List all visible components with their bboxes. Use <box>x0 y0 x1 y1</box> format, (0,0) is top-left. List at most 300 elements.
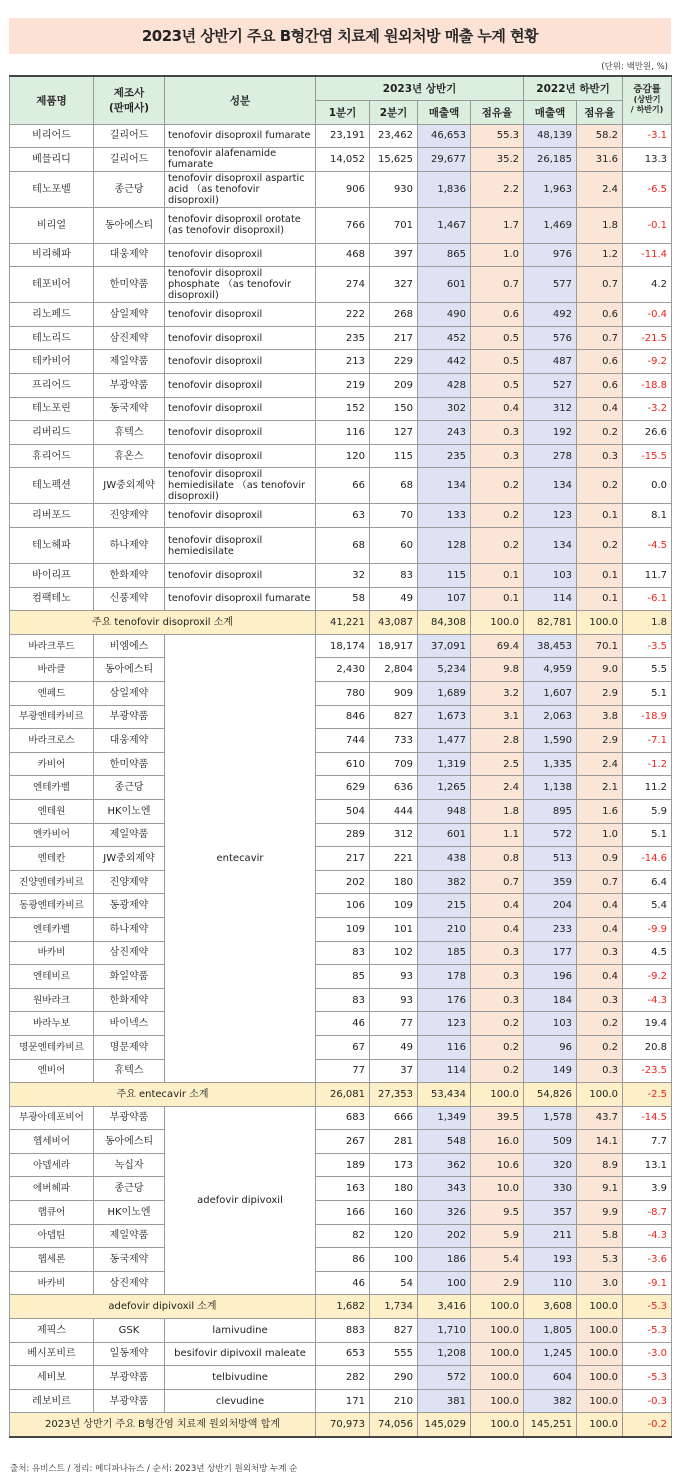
cell-share: 10.0 <box>471 1177 524 1201</box>
cell-maker: 제일약품 <box>94 1224 165 1248</box>
cell-change: -4.5 <box>623 528 672 564</box>
header-q2: 2분기 <box>370 100 418 124</box>
cell-product: 컴팩테노 <box>10 587 94 611</box>
table-row <box>10 504 672 528</box>
cell-sales2022: 382 <box>524 1389 577 1413</box>
cell-product: 부광아데포비어 <box>10 1106 94 1130</box>
cell-share2022: 0.3 <box>577 444 623 468</box>
cell-sales2022: 233 <box>524 917 577 941</box>
cell-q1: 77 <box>316 1059 370 1083</box>
cell-sales2022: 1,578 <box>524 1106 577 1130</box>
table-row <box>10 397 672 421</box>
cell-q2: 74,056 <box>370 1413 418 1437</box>
cell-share: 2.9 <box>471 1271 524 1295</box>
cell-sales2022: 204 <box>524 894 577 918</box>
cell-product: 헵세비어 <box>10 1130 94 1154</box>
cell-product: 프리어드 <box>10 374 94 398</box>
header-q1: 1분기 <box>316 100 370 124</box>
cell-change: -2.5 <box>623 1083 672 1107</box>
cell-sales2022: 509 <box>524 1130 577 1154</box>
cell-share2022: 9.0 <box>577 658 623 682</box>
cell-q1: 68 <box>316 528 370 564</box>
cell-share2022: 0.1 <box>577 504 623 528</box>
cell-ingredient: tenofovir disoproxil <box>165 397 316 421</box>
cell-product: 테노리드 <box>10 326 94 350</box>
cell-maker: 동광제약 <box>94 894 165 918</box>
cell-q2: 173 <box>370 1153 418 1177</box>
table-row <box>10 1059 672 1083</box>
cell-q2: 37 <box>370 1059 418 1083</box>
cell-share2022: 0.7 <box>577 326 623 350</box>
header-change: 증감률 (상반기 / 하반기) <box>623 76 672 124</box>
cell-maker: 삼진제약 <box>94 941 165 965</box>
table-row <box>10 705 672 729</box>
cell-change: -9.2 <box>623 350 672 374</box>
cell-change: 13.3 <box>623 148 672 172</box>
cell-q2: 180 <box>370 1177 418 1201</box>
cell-sales2022: 1,607 <box>524 682 577 706</box>
table-row <box>10 171 672 207</box>
cell-share2022: 0.3 <box>577 988 623 1012</box>
cell-sales: 178 <box>418 965 471 989</box>
cell-product: 바라클 <box>10 658 94 682</box>
cell-change: 5.1 <box>623 823 672 847</box>
cell-q2: 150 <box>370 397 418 421</box>
cell-product: 바라크루드 <box>10 634 94 658</box>
cell-q2: 127 <box>370 421 418 445</box>
cell-change: -21.5 <box>623 326 672 350</box>
cell-share2022: 0.9 <box>577 847 623 871</box>
cell-q1: 63 <box>316 504 370 528</box>
cell-sales2022: 1,335 <box>524 752 577 776</box>
table-row <box>10 303 672 327</box>
cell-ingredient: lamivudine <box>165 1319 316 1343</box>
cell-q2: 160 <box>370 1201 418 1225</box>
cell-q1: 82 <box>316 1224 370 1248</box>
cell-q1: 83 <box>316 988 370 1012</box>
cell-maker: 한화제약 <box>94 564 165 588</box>
cell-change: -9.1 <box>623 1271 672 1295</box>
cell-sales: 1,836 <box>418 171 471 207</box>
table-row <box>10 528 672 564</box>
cell-q2: 93 <box>370 988 418 1012</box>
cell-maker: 명문제약 <box>94 1035 165 1059</box>
table-row <box>10 1153 672 1177</box>
cell-maker: 종근당 <box>94 1177 165 1201</box>
table-row <box>10 1035 672 1059</box>
cell-q2: 281 <box>370 1130 418 1154</box>
cell-q1: 289 <box>316 823 370 847</box>
cell-q1: 116 <box>316 421 370 445</box>
cell-share: 100.0 <box>471 1295 524 1319</box>
cell-ingredient: tenofovir disoproxil fumarate <box>165 124 316 148</box>
cell-share: 0.7 <box>471 267 524 303</box>
table-row <box>10 799 672 823</box>
cell-q1: 1,682 <box>316 1295 370 1319</box>
cell-maker: 동아에스티 <box>94 658 165 682</box>
cell-q1: 67 <box>316 1035 370 1059</box>
cell-share2022: 2.4 <box>577 171 623 207</box>
table-row <box>10 988 672 1012</box>
cell-q2: 77 <box>370 1012 418 1036</box>
cell-q2: 83 <box>370 564 418 588</box>
cell-q2: 54 <box>370 1271 418 1295</box>
cell-q2: 397 <box>370 243 418 267</box>
cell-q2: 217 <box>370 326 418 350</box>
cell-sales2022: 134 <box>524 528 577 564</box>
header-share-2022: 점유율 <box>577 100 623 124</box>
cell-sales2022: 4,959 <box>524 658 577 682</box>
cell-sales: 1,349 <box>418 1106 471 1130</box>
cell-share: 0.5 <box>471 350 524 374</box>
cell-product: 휴리어드 <box>10 444 94 468</box>
cell-share: 0.2 <box>471 468 524 504</box>
cell-q1: 282 <box>316 1366 370 1390</box>
cell-maker: 종근당 <box>94 171 165 207</box>
cell-q2: 221 <box>370 847 418 871</box>
cell-product: 진양엔테카비르 <box>10 870 94 894</box>
cell-maker: 삼진제약 <box>94 1271 165 1295</box>
cell-q2: 2,804 <box>370 658 418 682</box>
cell-maker: 일동제약 <box>94 1342 165 1366</box>
cell-sales2022: 211 <box>524 1224 577 1248</box>
cell-sales: 548 <box>418 1130 471 1154</box>
cell-share: 5.4 <box>471 1248 524 1272</box>
page-title: 2023년 상반기 주요 B형간염 치료제 원외처방 매출 누계 현황 <box>9 18 671 54</box>
cell-maker: 제일약품 <box>94 823 165 847</box>
cell-sales: 452 <box>418 326 471 350</box>
cell-change: -7.1 <box>623 729 672 753</box>
table-row <box>10 1201 672 1225</box>
cell-sales2022: 192 <box>524 421 577 445</box>
table-row <box>10 1271 672 1295</box>
cell-change: 26.6 <box>623 421 672 445</box>
cell-q2: 827 <box>370 1319 418 1343</box>
cell-q1: 58 <box>316 587 370 611</box>
cell-q2: 70 <box>370 504 418 528</box>
cell-sales2022: 527 <box>524 374 577 398</box>
cell-maker: 한화제약 <box>94 988 165 1012</box>
cell-q1: 235 <box>316 326 370 350</box>
cell-product: 엔테카벨 <box>10 776 94 800</box>
cell-q1: 14,052 <box>316 148 370 172</box>
cell-ingredient: tenofovir disoproxil <box>165 421 316 445</box>
table-row <box>10 729 672 753</box>
header-share: 점유율 <box>471 100 524 124</box>
cell-ingredient: tenofovir disoproxil orotate (as tenofovir disoproxil) <box>165 207 316 243</box>
cell-q2: 15,625 <box>370 148 418 172</box>
cell-share2022: 3.8 <box>577 705 623 729</box>
cell-share2022: 0.2 <box>577 468 623 504</box>
cell-sales2022: 487 <box>524 350 577 374</box>
cell-share2022: 0.4 <box>577 917 623 941</box>
cell-product: 헵세론 <box>10 1248 94 1272</box>
cell-product: 엔테카벨 <box>10 917 94 941</box>
grand-total-row <box>10 1413 672 1437</box>
cell-product: 동광엔테카비르 <box>10 894 94 918</box>
cell-maker: 종근당 <box>94 776 165 800</box>
cell-q2: 701 <box>370 207 418 243</box>
table-row <box>10 1389 672 1413</box>
cell-share2022: 0.2 <box>577 1012 623 1036</box>
cell-share: 0.1 <box>471 587 524 611</box>
cell-share: 0.3 <box>471 421 524 445</box>
cell-q1: 2,430 <box>316 658 370 682</box>
cell-share2022: 0.2 <box>577 421 623 445</box>
cell-q1: 171 <box>316 1389 370 1413</box>
cell-product: 제픽스 <box>10 1319 94 1343</box>
cell-share: 39.5 <box>471 1106 524 1130</box>
header-product: 제품명 <box>10 76 94 124</box>
cell-change: -3.2 <box>623 397 672 421</box>
cell-q1: 120 <box>316 444 370 468</box>
cell-q1: 106 <box>316 894 370 918</box>
cell-ingredient: tenofovir disoproxil <box>165 326 316 350</box>
cell-share: 0.5 <box>471 326 524 350</box>
table-row <box>10 870 672 894</box>
cell-maker: 동국제약 <box>94 1248 165 1272</box>
cell-q2: 100 <box>370 1248 418 1272</box>
cell-product: 아뎁세라 <box>10 1153 94 1177</box>
cell-q2: 290 <box>370 1366 418 1390</box>
header-sales: 매출액 <box>418 100 471 124</box>
cell-share: 100.0 <box>471 1366 524 1390</box>
cell-sales: 1,689 <box>418 682 471 706</box>
cell-maker: 바이넥스 <box>94 1012 165 1036</box>
cell-product: 테포비어 <box>10 267 94 303</box>
cell-share: 3.1 <box>471 705 524 729</box>
cell-product: 비리어드 <box>10 124 94 148</box>
cell-change: 0.0 <box>623 468 672 504</box>
table-row <box>10 1106 672 1130</box>
cell-q1: 66 <box>316 468 370 504</box>
table-row <box>10 564 672 588</box>
cell-sales2022: 1,469 <box>524 207 577 243</box>
cell-q1: 610 <box>316 752 370 776</box>
table-row <box>10 823 672 847</box>
cell-q2: 666 <box>370 1106 418 1130</box>
header-sales-2022: 매출액 <box>524 100 577 124</box>
cell-sales: 29,677 <box>418 148 471 172</box>
cell-ingredient: telbivudine <box>165 1366 316 1390</box>
cell-sales2022: 38,453 <box>524 634 577 658</box>
cell-change: -18.9 <box>623 705 672 729</box>
cell-change: -4.3 <box>623 988 672 1012</box>
cell-product: 테노헤파 <box>10 528 94 564</box>
table-row <box>10 894 672 918</box>
cell-share2022: 43.7 <box>577 1106 623 1130</box>
cell-change: 5.1 <box>623 682 672 706</box>
cell-sales: 1,265 <box>418 776 471 800</box>
cell-q2: 1,734 <box>370 1295 418 1319</box>
cell-change: -3.5 <box>623 634 672 658</box>
cell-share2022: 0.6 <box>577 303 623 327</box>
cell-q2: 636 <box>370 776 418 800</box>
cell-product: 엔카비어 <box>10 823 94 847</box>
cell-q1: 906 <box>316 171 370 207</box>
cell-ingredient: tenofovir disoproxil <box>165 444 316 468</box>
cell-sales: 128 <box>418 528 471 564</box>
cell-share: 9.5 <box>471 1201 524 1225</box>
cell-sales2022: 54,826 <box>524 1083 577 1107</box>
cell-maker: 진양제약 <box>94 870 165 894</box>
cell-q1: 274 <box>316 267 370 303</box>
cell-maker: 길리어드 <box>94 124 165 148</box>
table-row <box>10 1224 672 1248</box>
cell-product: 아뎁틴 <box>10 1224 94 1248</box>
cell-share2022: 100.0 <box>577 1295 623 1319</box>
cell-maker: 한미약품 <box>94 752 165 776</box>
cell-share: 100.0 <box>471 1083 524 1107</box>
cell-share2022: 100.0 <box>577 1342 623 1366</box>
cell-sales: 601 <box>418 267 471 303</box>
cell-sales: 176 <box>418 988 471 1012</box>
cell-q2: 49 <box>370 1035 418 1059</box>
cell-product: 부광엔테카비르 <box>10 705 94 729</box>
cell-ingredient: tenofovir disoproxil <box>165 374 316 398</box>
cell-maker: 하나제약 <box>94 917 165 941</box>
cell-q1: 219 <box>316 374 370 398</box>
cell-share2022: 0.6 <box>577 350 623 374</box>
table-row <box>10 124 672 148</box>
cell-sales2022: 895 <box>524 799 577 823</box>
cell-change: 4.5 <box>623 941 672 965</box>
cell-share: 100.0 <box>471 1319 524 1343</box>
cell-q1: 83 <box>316 941 370 965</box>
cell-share: 1.8 <box>471 799 524 823</box>
cell-sales: 428 <box>418 374 471 398</box>
cell-sales: 438 <box>418 847 471 871</box>
cell-change: -6.1 <box>623 587 672 611</box>
table-row <box>10 587 672 611</box>
cell-change: -3.6 <box>623 1248 672 1272</box>
cell-maker: 부광약품 <box>94 374 165 398</box>
cell-share: 0.3 <box>471 444 524 468</box>
cell-q2: 229 <box>370 350 418 374</box>
cell-sales: 116 <box>418 1035 471 1059</box>
cell-maker: 동아에스티 <box>94 1130 165 1154</box>
header-2022h2: 2022년 하반기 <box>524 76 623 100</box>
cell-sales: 3,416 <box>418 1295 471 1319</box>
subtotal-row <box>10 611 672 635</box>
cell-sales2022: 572 <box>524 823 577 847</box>
table-row <box>10 1366 672 1390</box>
cell-change: 7.7 <box>623 1130 672 1154</box>
cell-q1: 70,973 <box>316 1413 370 1437</box>
cell-sales: 326 <box>418 1201 471 1225</box>
cell-change: -6.5 <box>623 171 672 207</box>
cell-sales2022: 48,139 <box>524 124 577 148</box>
cell-change: 1.8 <box>623 611 672 635</box>
subtotal-label: 주요 tenofovir disoproxil 소계 <box>10 611 316 635</box>
cell-change: -3.0 <box>623 1342 672 1366</box>
cell-share2022: 100.0 <box>577 1389 623 1413</box>
cell-sales: 1,710 <box>418 1319 471 1343</box>
cell-maker: 휴텍스 <box>94 1059 165 1083</box>
subtotal-label: 주요 entecavir 소계 <box>10 1083 316 1107</box>
cell-ingredient: tenofovir disoproxil hemiedisilate （as tenofovir disoproxil) <box>165 468 316 504</box>
cell-ingredient: tenofovir disoproxil <box>165 303 316 327</box>
cell-share: 16.0 <box>471 1130 524 1154</box>
cell-maker: 비엠에스 <box>94 634 165 658</box>
cell-maker: HK이노엔 <box>94 799 165 823</box>
cell-sales: 1,673 <box>418 705 471 729</box>
cell-product: 명문엔테카비르 <box>10 1035 94 1059</box>
cell-sales2022: 96 <box>524 1035 577 1059</box>
cell-share2022: 31.6 <box>577 148 623 172</box>
cell-product: 바카비 <box>10 941 94 965</box>
cell-share2022: 100.0 <box>577 1413 623 1437</box>
cell-sales: 84,308 <box>418 611 471 635</box>
cell-product: 테카비어 <box>10 350 94 374</box>
cell-maker: 부광약품 <box>94 1366 165 1390</box>
cell-sales2022: 330 <box>524 1177 577 1201</box>
cell-share: 100.0 <box>471 1413 524 1437</box>
cell-share: 5.9 <box>471 1224 524 1248</box>
cell-share2022: 14.1 <box>577 1130 623 1154</box>
cell-share: 0.5 <box>471 374 524 398</box>
cell-maker: 휴온스 <box>94 444 165 468</box>
cell-sales: 490 <box>418 303 471 327</box>
table-row <box>10 776 672 800</box>
cell-product: 에버헤파 <box>10 1177 94 1201</box>
cell-share: 0.2 <box>471 1012 524 1036</box>
cell-product: 바카비 <box>10 1271 94 1295</box>
cell-q1: 267 <box>316 1130 370 1154</box>
cell-maker: 부광약품 <box>94 1106 165 1130</box>
cell-sales2022: 976 <box>524 243 577 267</box>
cell-share2022: 0.3 <box>577 941 623 965</box>
cell-share: 2.8 <box>471 729 524 753</box>
cell-change: 11.7 <box>623 564 672 588</box>
cell-share: 0.7 <box>471 870 524 894</box>
cell-share: 0.2 <box>471 528 524 564</box>
cell-change: -3.1 <box>623 124 672 148</box>
source-footer: 출처: 유비스트 / 정리: 메디파나뉴스 / 순서: 2023년 상반기 원외처방 누계 순 <box>10 1464 298 1474</box>
cell-product: 테노포린 <box>10 397 94 421</box>
cell-product: 세비보 <box>10 1366 94 1390</box>
cell-q1: 152 <box>316 397 370 421</box>
cell-q2: 18,917 <box>370 634 418 658</box>
table-row <box>10 207 672 243</box>
cell-product: 바라누보 <box>10 1012 94 1036</box>
cell-sales: 145,029 <box>418 1413 471 1437</box>
cell-maker: 한미약품 <box>94 267 165 303</box>
cell-q1: 846 <box>316 705 370 729</box>
cell-change: -8.7 <box>623 1201 672 1225</box>
cell-change: -9.2 <box>623 965 672 989</box>
cell-change: 19.4 <box>623 1012 672 1036</box>
cell-product: 리버포드 <box>10 504 94 528</box>
table-row <box>10 965 672 989</box>
cell-product: 베시포비르 <box>10 1342 94 1366</box>
cell-q2: 312 <box>370 823 418 847</box>
cell-change: 11.2 <box>623 776 672 800</box>
table-row <box>10 752 672 776</box>
cell-sales2022: 193 <box>524 1248 577 1272</box>
cell-sales2022: 1,963 <box>524 171 577 207</box>
cell-sales2022: 3,608 <box>524 1295 577 1319</box>
cell-ingredient: tenofovir disoproxil aspartic acid （as tenofovir disoproxil) <box>165 171 316 207</box>
cell-share2022: 58.2 <box>577 124 623 148</box>
cell-product: 카비어 <box>10 752 94 776</box>
cell-share: 1.7 <box>471 207 524 243</box>
cell-share2022: 100.0 <box>577 1366 623 1390</box>
cell-share2022: 1.2 <box>577 243 623 267</box>
table-row <box>10 941 672 965</box>
cell-maker: 하나제약 <box>94 528 165 564</box>
cell-share2022: 0.4 <box>577 397 623 421</box>
